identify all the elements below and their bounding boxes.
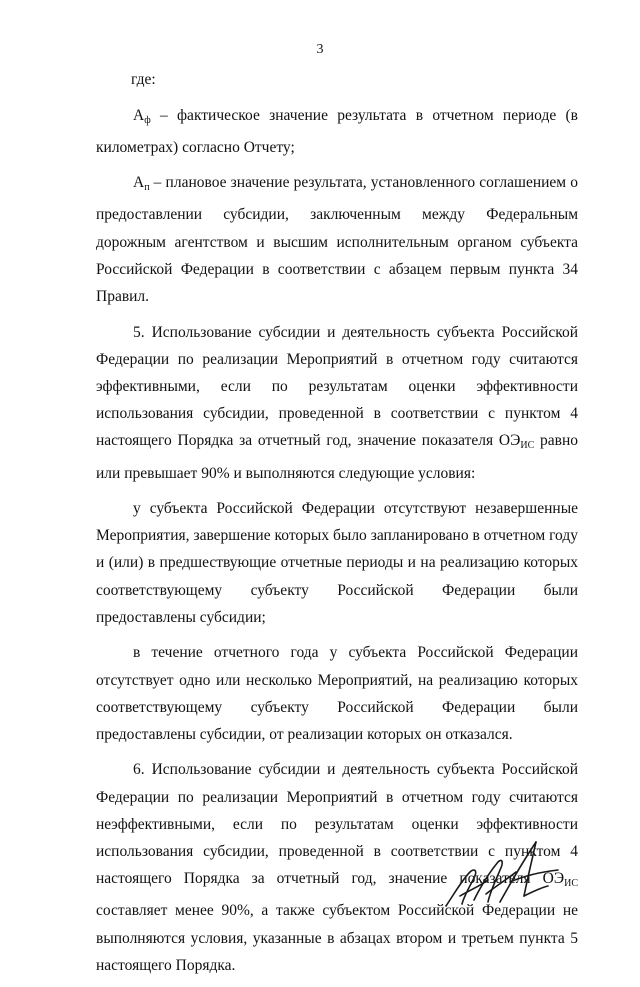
p5-text-after: равно или превышает 90% и выполняются следующие условия: <box>96 432 579 482</box>
definition-ap <box>96 169 578 310</box>
af-subscript: ф <box>144 114 151 126</box>
handwritten-signature <box>440 836 570 910</box>
ap-symbol: А <box>133 174 145 192</box>
af-symbol: А <box>133 106 145 124</box>
ap-description: – плановое значение результата, установленного соглашением о предоставлении субсидии, заключенным между Федеральным дорожным агентством и высшим исполнительным органом субъекта Российской Федерации в соответствии с абзацем первым пункта 34 Правил. <box>96 174 578 306</box>
p6-text-before: 6. Использование субсидии и деятельность субъекта Российской Федерации по реализации Мероприятий в отчетном году считаются неэффективными, если по результатам оценки эффективности использования субсидии, проведенной в соответствии с пунктом 4 настоящего Порядка за отчетный год, значение показателя ОЭ <box>96 761 578 888</box>
where-label <box>96 66 578 93</box>
af-description: – фактическое значение результата в отчетном периоде (в километрах) согласно Отчету; <box>96 106 578 156</box>
where-text: где: <box>131 71 156 88</box>
paragraph-5-condition-1 <box>96 495 578 631</box>
page-number: 3 <box>316 42 324 57</box>
p5-subscript: ИС <box>520 440 535 452</box>
paragraph-5 <box>96 319 578 487</box>
p5-condition-1-text: у субъекта Российской Федерации отсутствуют незавершенные Мероприятия, завершение которых было запланировано в отчетном году и (или) в предшествующие отчетные периоды и на реализацию которых соответствующему субъекту Российской Федерации были предоставлены субсидии; <box>96 500 578 626</box>
p5-text-before: 5. Использование субсидии и деятельность субъекта Российской Федерации по реализации Мероприятий в отчетном году считаются эффективными, если по результатам оценки эффективности использования субсидии, проведенной в соответствии с пунктом 4 настоящего Порядка за отчетный год, значение показателя ОЭ <box>96 323 578 450</box>
p6-subscript: ИС <box>564 878 578 890</box>
ap-subscript: п <box>144 182 150 194</box>
p5-condition-2-text: в течение отчетного года у субъекта Российской Федерации отсутствует одно или несколько Мероприятий, на реализацию которых соответствующему субъекту Российской Федерации были предоставлены субсидии, от реализации которых он отказался. <box>96 644 578 743</box>
paragraph-5-condition-2 <box>96 639 578 748</box>
definition-af <box>96 102 578 161</box>
p6-text-after: составляет менее 90%, а также субъектом Российской Федерации не выполняются условия, указанные в абзацах втором и третьем пункта 5 настоящего Порядка. <box>96 902 578 974</box>
